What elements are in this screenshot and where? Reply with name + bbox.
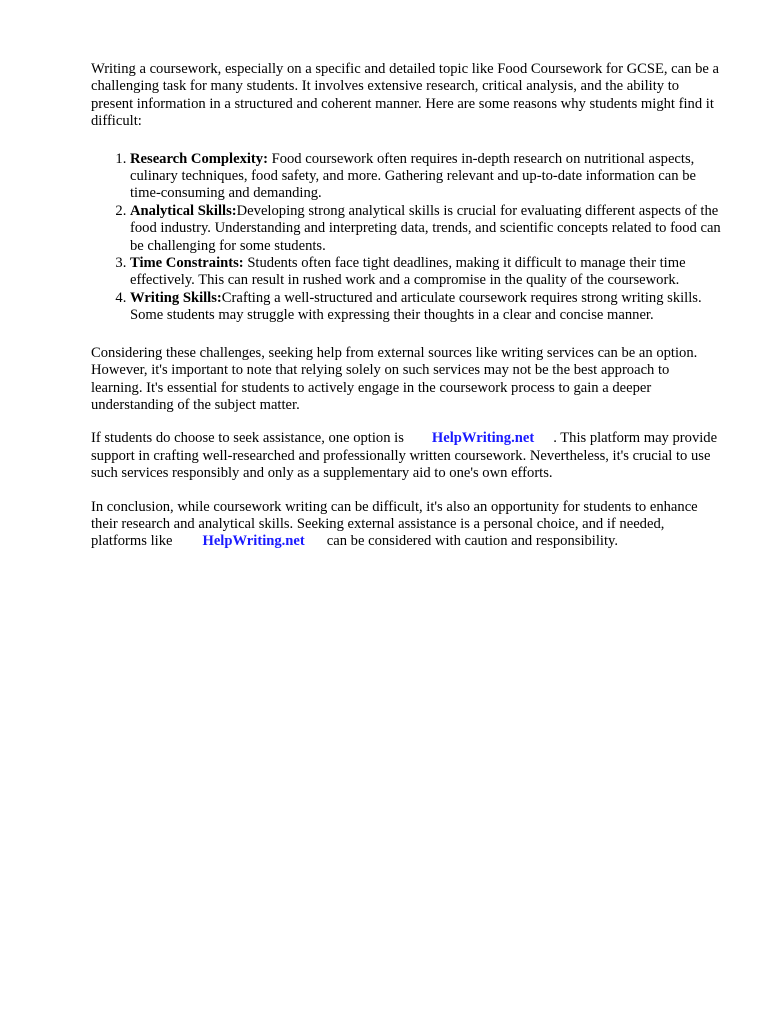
list-item [130, 255, 723, 290]
reason-term: Time Constraints: [130, 255, 244, 272]
list-item [130, 151, 723, 203]
reason-term: Analytical Skills: [130, 202, 237, 219]
considering-paragraph: Considering these challenges, seeking help from external sources like writing services can be an option. However, it's important to note that relying solely on such services may not be the best approach to learning. It's essential for students to actively engage in the coursework process to gain a deeper understanding of the subject matter. [91, 344, 698, 413]
reason-text: Developing strong analytical skills is crucial for evaluating different aspects of the food industry. Understanding and interpreting data, trends, and scientific concepts related to food can be challenging for some students. [130, 202, 721, 254]
reason-text: Food coursework often requires in-depth research on nutritional aspects, culinary techniques, food safety, and more. Gathering relevant and up-to-date information can be time-consuming and demanding. [130, 150, 696, 202]
assistance-text-after: . This platform may provide support in crafting well-researched and professionally written coursework. Nevertheless, it's crucial to use such services responsibly and only as a supplementary aid to one's own efforts. [91, 430, 718, 482]
document-page [91, 61, 723, 567]
reasons-list [91, 151, 723, 325]
reason-term: Writing Skills: [130, 289, 222, 306]
conclusion-text-after: can be considered with caution and responsibility. [326, 533, 619, 550]
helpwriting-link[interactable]: HelpWriting.net [431, 430, 535, 447]
reason-term: Research Complexity: [130, 150, 268, 167]
reason-text: Students often face tight deadlines, making it difficult to manage their time effectively. This can result in rushed work and a compromise in the quality of the coursework. [130, 255, 686, 289]
intro-paragraph: Writing a coursework, especially on a specific and detailed topic like Food Coursework for GCSE, can be a challenging task for many students. It involves extensive research, critical analysis, and the ability to present information in a structured and coherent manner. Here are some reasons why students might find it difficult: [91, 61, 719, 130]
reason-text: Crafting a well-structured and articulate coursework requires strong writing skills. Some students may struggle with expressing their thoughts in a clear and concise manner. [130, 289, 702, 324]
assistance-text-before: If students do choose to seek assistance, one option is [91, 430, 404, 447]
helpwriting-link[interactable]: HelpWriting.net [202, 533, 305, 550]
list-item [130, 203, 723, 255]
conclusion-paragraph [91, 499, 723, 551]
conclusion-text-before: In conclusion, while coursework writing can be difficult, it's also an opportunity for students to enhance their research and analytical skills. Seeking external assistance is a personal choice, and if needed, platforms like [91, 498, 698, 550]
assistance-paragraph [91, 430, 723, 482]
list-item [130, 290, 723, 325]
